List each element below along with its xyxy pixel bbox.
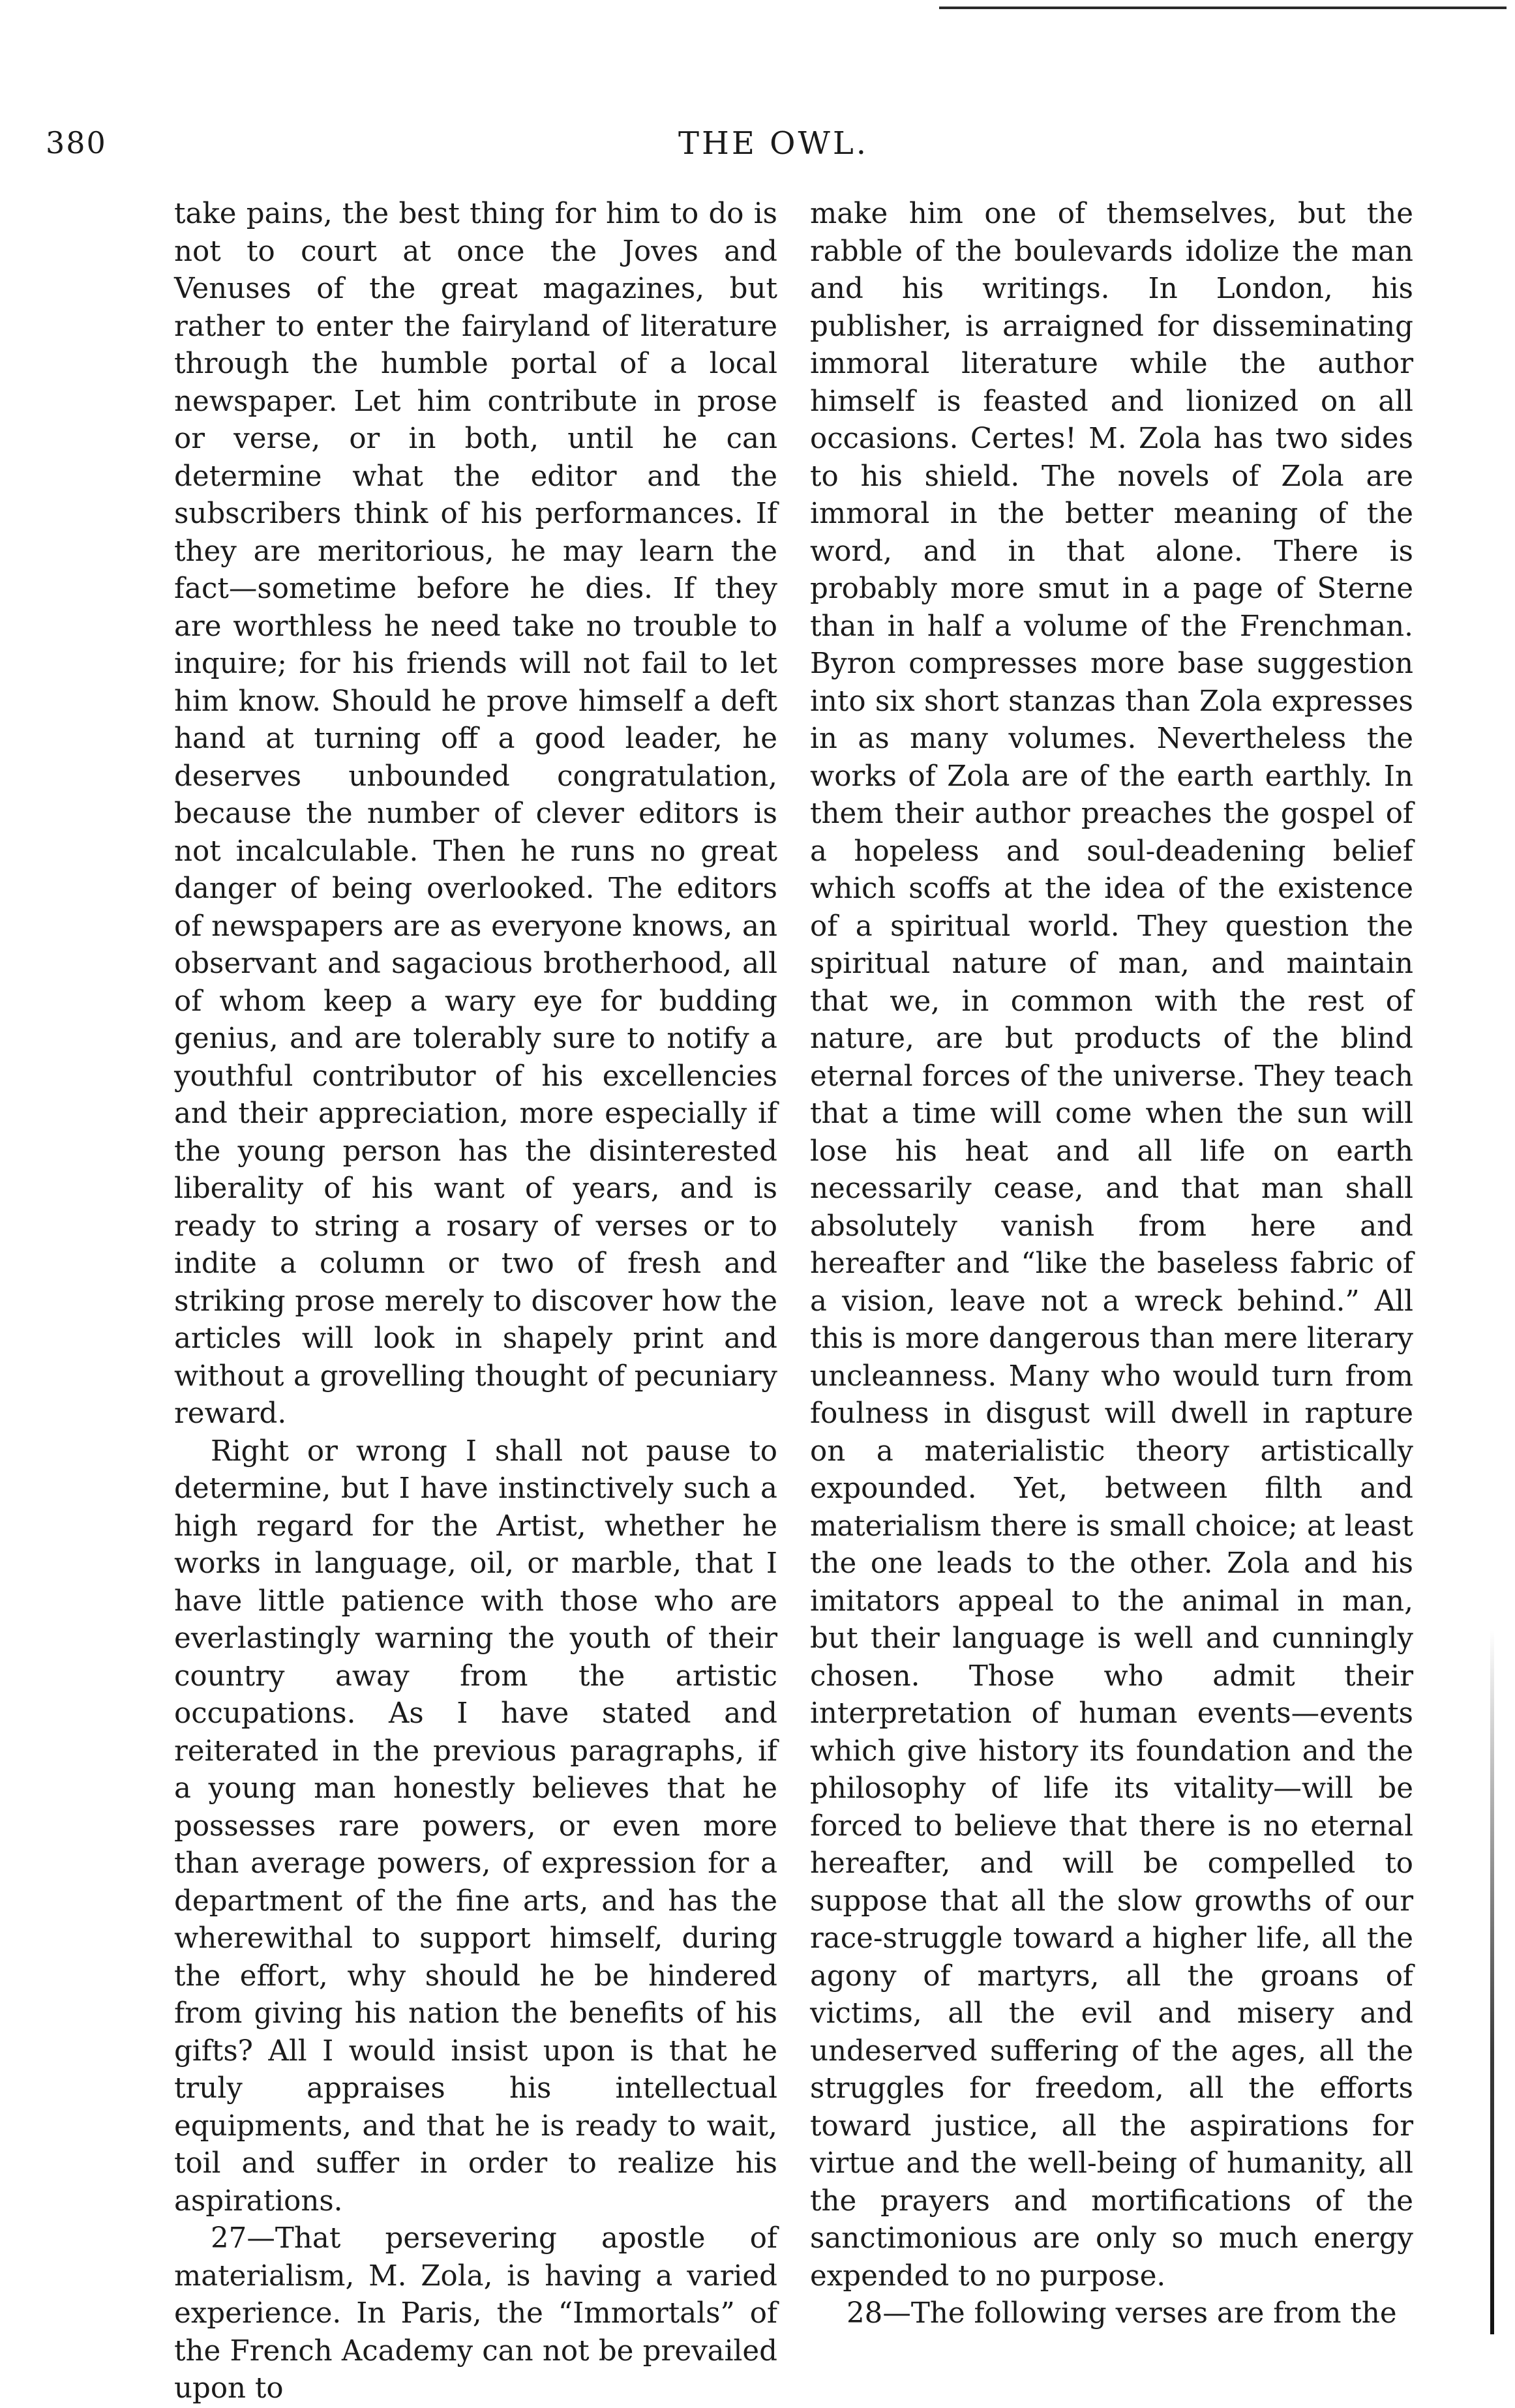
paragraph: Right or wrong I shall not pause to determine, but I have instinctively such a high regard for the Artist, whether he works in language, oil, or marble, that I have little patience with those who are everlastingly warning the youth of their country away from the artistic occupations. As I have stated and reiterated in the previous paragraphs, if a young man honestly believes that he possesses rare powers, or even more than average powers, of expression for a department of the fine arts, and has the wherewithal to support himself, during the effort, why should he be hindered from giving his nation the benefits of his gifts? All I would insist upon is that he truly appraises his intellectual equipments, and that he is ready to wait, toil and suffer in order to realize his aspirations. [174,1434,777,2218]
paragraph: 27—That persevering apostle of materialism, M. Zola, is having a varied experience. In Paris, the “Immortals” of the French Academy can not be prevailed upon to [174,2222,777,2405]
page-edge-shadow [1490,1630,1494,2334]
running-title: THE OWL. [678,125,869,162]
top-rule [939,7,1507,9]
page-number: 380 [46,125,107,160]
right-column [810,196,1413,2330]
paragraph: 28—The following verses are from the [847,2297,1397,2330]
paragraph: make him one of themselves, but the rabble of the boulevards idolize the man and his writings. In London, his publisher, is arraigned for disseminating immoral literature while the author himself is feasted and lionized on all occasions. Certes! M. Zola has two sides to his shield. The novels of Zola are immoral in the better meaning of the word, and in that alone. There is probably more smut in a page of Sterne than in half a volume of the Frenchman. Byron compresses more base suggestion into six short stanzas than Zola expresses in as many volumes. Nevertheless the works of Zola are of the earth earthly. In them their author preaches the gospel of a hopeless and soul-deadening belief which scoffs at the idea of the existence of a spiritual world. They question the spiritual nature of man, and maintain that we, in common with the rest of nature, are but products of the blind eternal forces of the universe. They teach that a time will come when the sun will lose his heat and all life on earth necessarily cease, and that man shall absolutely vanish from here and hereafter and “like the baseless fabric of a vision, leave not a wreck behind.” All this is more dangerous than mere literary uncleanness. Many who would turn from foulness in disgust will dwell in rapture on a materialistic theory artistically expounded. Yet, between filth and materialism there is small choice; at least the one leads to the other. Zola and his imitators appeal to the animal in man, but their language is well and cunningly chosen. Those who admit their interpretation of human events—events which give history its foundation and the philosophy of life its vitality—will be forced to believe that there is no eternal hereafter, and will be compelled to suppose that all the slow growths of our race-struggle toward a higher life, all the agony of martyrs, all the groans of victims, all the evil and misery and undeserved suffering of the ages, all the struggles for freedom, all the efforts toward justice, all the aspirations for virtue and the well-being of humanity, all the prayers and mortifications of the sanctimonious are only so much energy expended to no purpose. [810,198,1413,2293]
left-column [174,196,777,2405]
paragraph: take pains, the best thing for him to do is not to court at once the Joves and Venuses of the great magazines, but rather to enter the fairyland of literature through the humble portal of a local newspaper. Let him contribute in prose or verse, or in both, until he can determine what the editor and the subscribers think of his performances. If they are meritorious, he may learn the fact—sometime before he dies. If they are worthless he need take no trouble to inquire; for his friends will not fail to let him know. Should he prove himself a deft hand at turning off a good leader, he deserves unbounded congratulation, because the number of clever editors is not incalculable. Then he runs no great danger of being overlooked. The editors of newspapers are as everyone knows, an observant and sagacious brotherhood, all of whom keep a wary eye for budding genius, and are tolerably sure to notify a youthful contributor of his excellencies and their appreciation, more especially if the young person has the disinterested liberality of his want of years, and is ready to string a rosary of verses or to indite a column or two of fresh and striking prose merely to discover how the articles will look in shapely print and without a grovelling thought of pecuniary reward. [174,198,777,1430]
